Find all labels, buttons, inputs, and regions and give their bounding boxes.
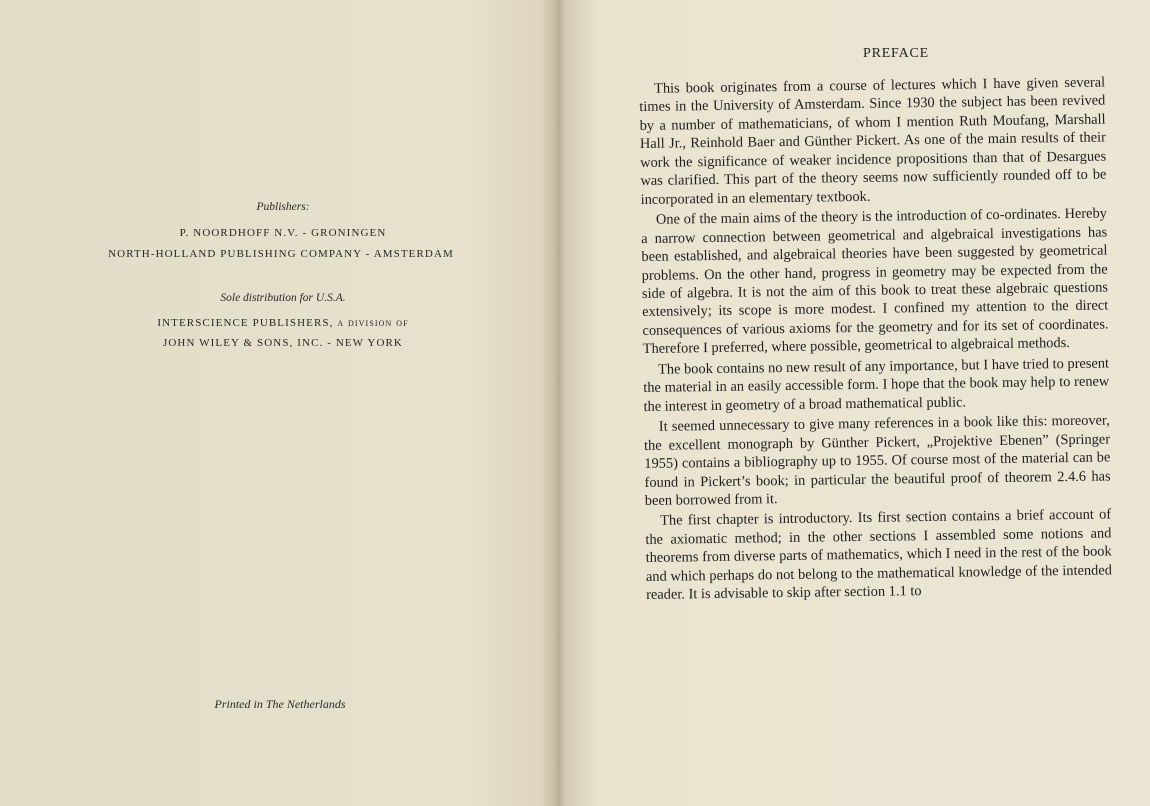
publisher-noordhoff: P. NOORDHOFF N.V. - GRONINGEN [179, 227, 387, 239]
publisher-north-holland: NORTH-HOLLAND PUBLISHING COMPANY - AMSTERDAM [108, 248, 454, 260]
right-page [556, 0, 1150, 806]
preface-body [639, 73, 1112, 604]
preface-paragraph-4: It seemed unnecessary to give many references in a book like this: moreover, the excellent monograph by Günther Pickert, „Projektive Ebenen” (Springer 1955) contains a bibliography up to 1955. Of course most of the material can be found in Pickert’s book; in particular the beautiful proof of theorem 2.4.6 has been borrowed from it. [643, 412, 1111, 509]
left-page [0, 0, 556, 806]
preface-paragraph-5: The first chapter is introductory. Its first section contains a brief account of the axiomatic method; in the other sections I assembled some notions and theorems from diverse parts of mathematics, which I need in the rest of the book and which perhaps do not belong to the mathematical knowledge of the intended reader. It is advisable to skip after section 1.1 to [645, 506, 1113, 604]
distribution-label: Sole distribution for U.S.A. [220, 292, 346, 304]
printed-in: Printed in The Netherlands [214, 697, 346, 711]
publishers-label: Publishers: [256, 201, 310, 213]
preface-title: PREFACE [862, 46, 930, 61]
distributor-interscience: INTERSCIENCE PUBLISHERS, a division of [157, 317, 409, 329]
preface-paragraph-2: One of the main aims of the theory is the introduction of co-ordinates. Hereby a narrow connection between geometrical and algebraical investigations has been established, and algebraical theories have been suggested by geometrical problems. On the other hand, progress in geometry may be expected from the side of algebra. It is not the aim of this book to treat these algebraic questions extensively; its scope is more modest. I confined my attention to the direct consequences of various axioms for the geometry and for its set of coordinates. Therefore I preferred, where possible, geometrical to algebraical methods. [641, 205, 1109, 358]
preface-paragraph-1: This book originates from a course of lectures which I have given several times in the University of Amsterdam. Since 1930 the subject has been revived by a number of mathematicians, of whom I mention Ruth Moufang, Marshall Hall Jr., Reinhold Baer and Günther Pickert. As one of the main results of their work the significance of weaker incidence propositions than that of Desargues was clarified. This part of the theory seems now sufficiently rounded off to be incorporated in an elementary textbook. [639, 74, 1107, 208]
preface-paragraph-3: The book contains no new result of any importance, but I have tried to present the material in an easily accessible form. I hope that the book may help to renew the interest in geometry of a broad mathematical public. [643, 355, 1110, 415]
distributor-wiley: JOHN WILEY & SONS, INC. - NEW YORK [163, 337, 403, 349]
